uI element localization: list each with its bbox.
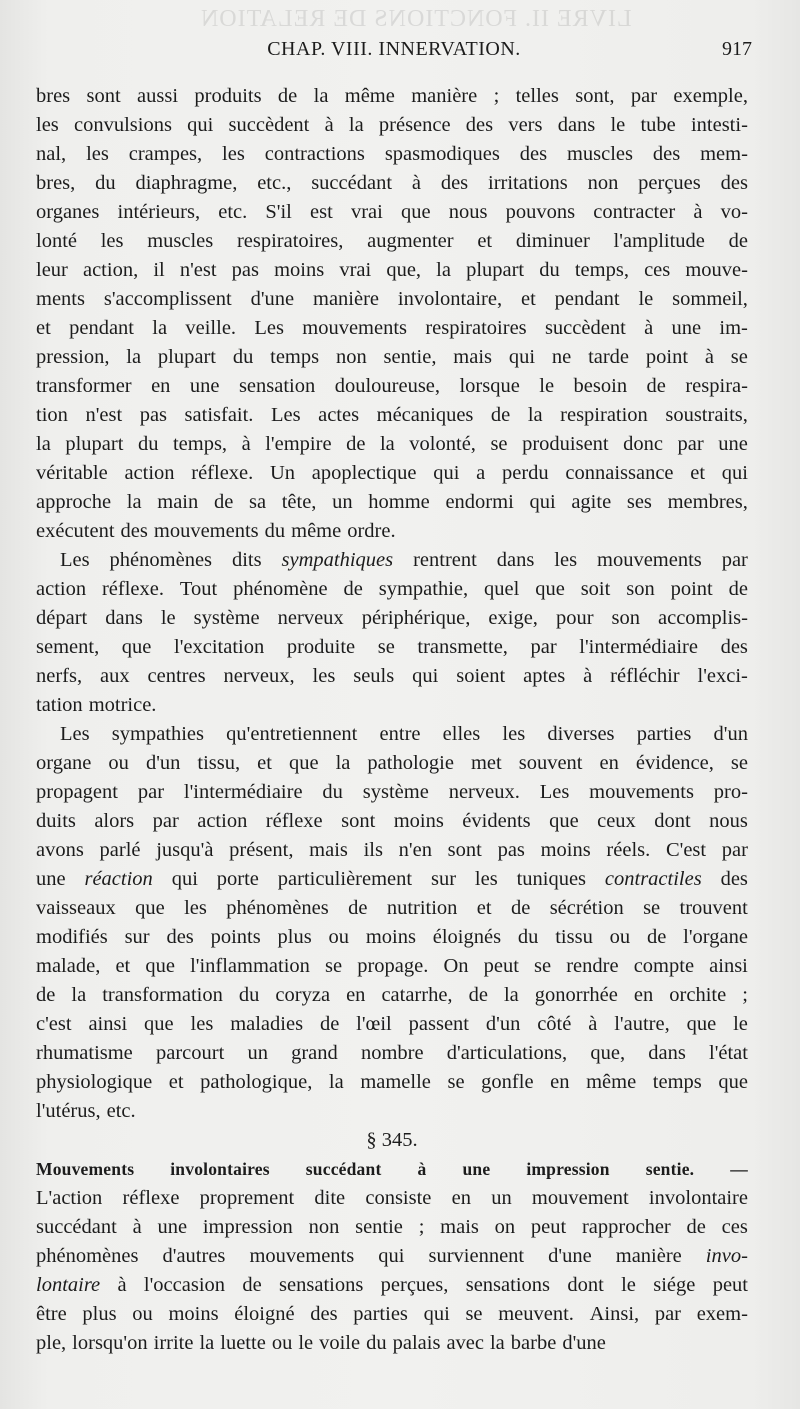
p4-line: phénomènes d'autres mouvements qui surviennent d'une manière invo- [36, 1245, 748, 1267]
p3-line: malade, et que l'inflammation se propage. On peut se rendre compte ainsi [36, 955, 748, 977]
p3-line: physiologique et pathologique, la mamelle se gonfle en même temps que [36, 1071, 748, 1093]
p4-line: être plus ou moins éloigné des parties qui se meuvent. Ainsi, par exem- [36, 1303, 748, 1325]
p1-line: lonté les muscles respiratoires, augmenter et diminuer l'amplitude de [36, 230, 748, 252]
p1-line: et pendant la veille. Les mouvements respiratoires succèdent à une im- [36, 317, 748, 339]
p3-line: rhumatisme parcourt un grand nombre d'articulations, que, dans l'état [36, 1042, 748, 1064]
p2-line: action réflexe. Tout phénomène de sympathie, quel que soit son point de [36, 578, 748, 600]
p1-line: les convulsions qui succèdent à la présence des vers dans le tube intesti- [36, 114, 748, 136]
p2-line: sement, que l'excitation produite se transmette, par l'intermédiaire des [36, 636, 748, 658]
p2-line: tation motrice. [36, 694, 157, 716]
p1-line: véritable action réflexe. Un apoplectique qui a perdu connaissance et qui [36, 462, 748, 484]
p1-line: organes intérieurs, etc. S'il est vrai que nous pouvons contracter à vo- [36, 201, 748, 223]
p2-line: Les phénomènes dits sympathiques rentrent dans les mouvements par [60, 549, 748, 571]
p1-line: bres, du diaphragme, etc., succédant à des irritations non perçues des [36, 172, 748, 194]
body-text [36, 82, 748, 1358]
p3-line: Les sympathies qu'entretiennent entre elles les diverses parties d'un [60, 723, 748, 745]
p3-line: c'est ainsi que les maladies de l'œil passent d'un côté à l'autre, que le [36, 1013, 748, 1035]
p4-line: succédant à une impression non sentie ; mais on peut rapprocher de ces [36, 1216, 748, 1238]
p3-line: l'utérus, etc. [36, 1100, 136, 1122]
p1-line: tion n'est pas satisfait. Les actes mécaniques de la respiration soustraits, [36, 404, 748, 426]
p1-line: leur action, il n'est pas moins vrai que, la plupart du temps, ces mouve- [36, 259, 748, 281]
p3-line: modifiés sur des points plus ou moins éloignés du tissu ou de l'organe [36, 926, 748, 948]
p1-line: pression, la plupart du temps non sentie, mais qui ne tarde point à se [36, 346, 748, 368]
p1-line: ments s'accomplissent d'une manière involontaire, et pendant le sommeil, [36, 288, 748, 310]
heading-line: Mouvements involontaires succédant à une impression sentie. — [36, 1159, 748, 1179]
p3-line: une réaction qui porte particulièrement sur les tuniques contractiles des [36, 868, 748, 890]
p1-line: approche la main de sa tête, un homme endormi qui agite ses membres, [36, 491, 748, 513]
p1-line: transformer en une sensation douloureuse, lorsque le besoin de respira- [36, 375, 748, 397]
section-line: § 345. [366, 1129, 418, 1151]
running-header [36, 38, 752, 68]
p2-line: nerfs, aux centres nerveux, les seuls qui soient aptes à réfléchir l'exci- [36, 665, 748, 687]
p3-line: vaisseaux que les phénomènes de nutrition et de sécrétion se trouvent [36, 897, 748, 919]
p1-line: bres sont aussi produits de la même manière ; telles sont, par exemple, [36, 85, 748, 107]
p4-line: ple, lorsqu'on irrite la luette ou le voile du palais avec la barbe d'une [36, 1332, 606, 1354]
p3-line: propagent par l'intermédiaire du système nerveux. Les mouvements pro- [36, 781, 748, 803]
show-through-text: LIVRE II. FONCTIONS DE RELATION [200, 6, 632, 32]
p2-line: départ dans le système nerveux périphérique, exige, pour son accomplis- [36, 607, 748, 629]
p4-line: L'action réflexe proprement dite consiste en un mouvement involontaire [36, 1187, 748, 1209]
p3-line: de la transformation du coryza en catarrhe, de la gonorrhée en orchite ; [36, 984, 748, 1006]
p4-line: lontaire à l'occasion de sensations perçues, sensations dont le siége peut [36, 1274, 748, 1296]
chapter-title: CHAP. VIII. INNERVATION. [267, 38, 521, 60]
p3-line: duits alors par action réflexe sont moins évidents que ceux dont nous [36, 810, 748, 832]
p1-line: nal, les crampes, les contractions spasmodiques des muscles des mem- [36, 143, 748, 165]
p3-line: avons parlé jusqu'à présent, mais ils n'en sont pas moins réels. C'est par [36, 839, 748, 861]
p1-line: la plupart du temps, à l'empire de la volonté, se produisent donc par une [36, 433, 748, 455]
page-number: 917 [722, 38, 752, 60]
p3-line: organe ou d'un tissu, et que la pathologie met souvent en évidence, se [36, 752, 748, 774]
p1-line: exécutent des mouvements du même ordre. [36, 520, 396, 542]
